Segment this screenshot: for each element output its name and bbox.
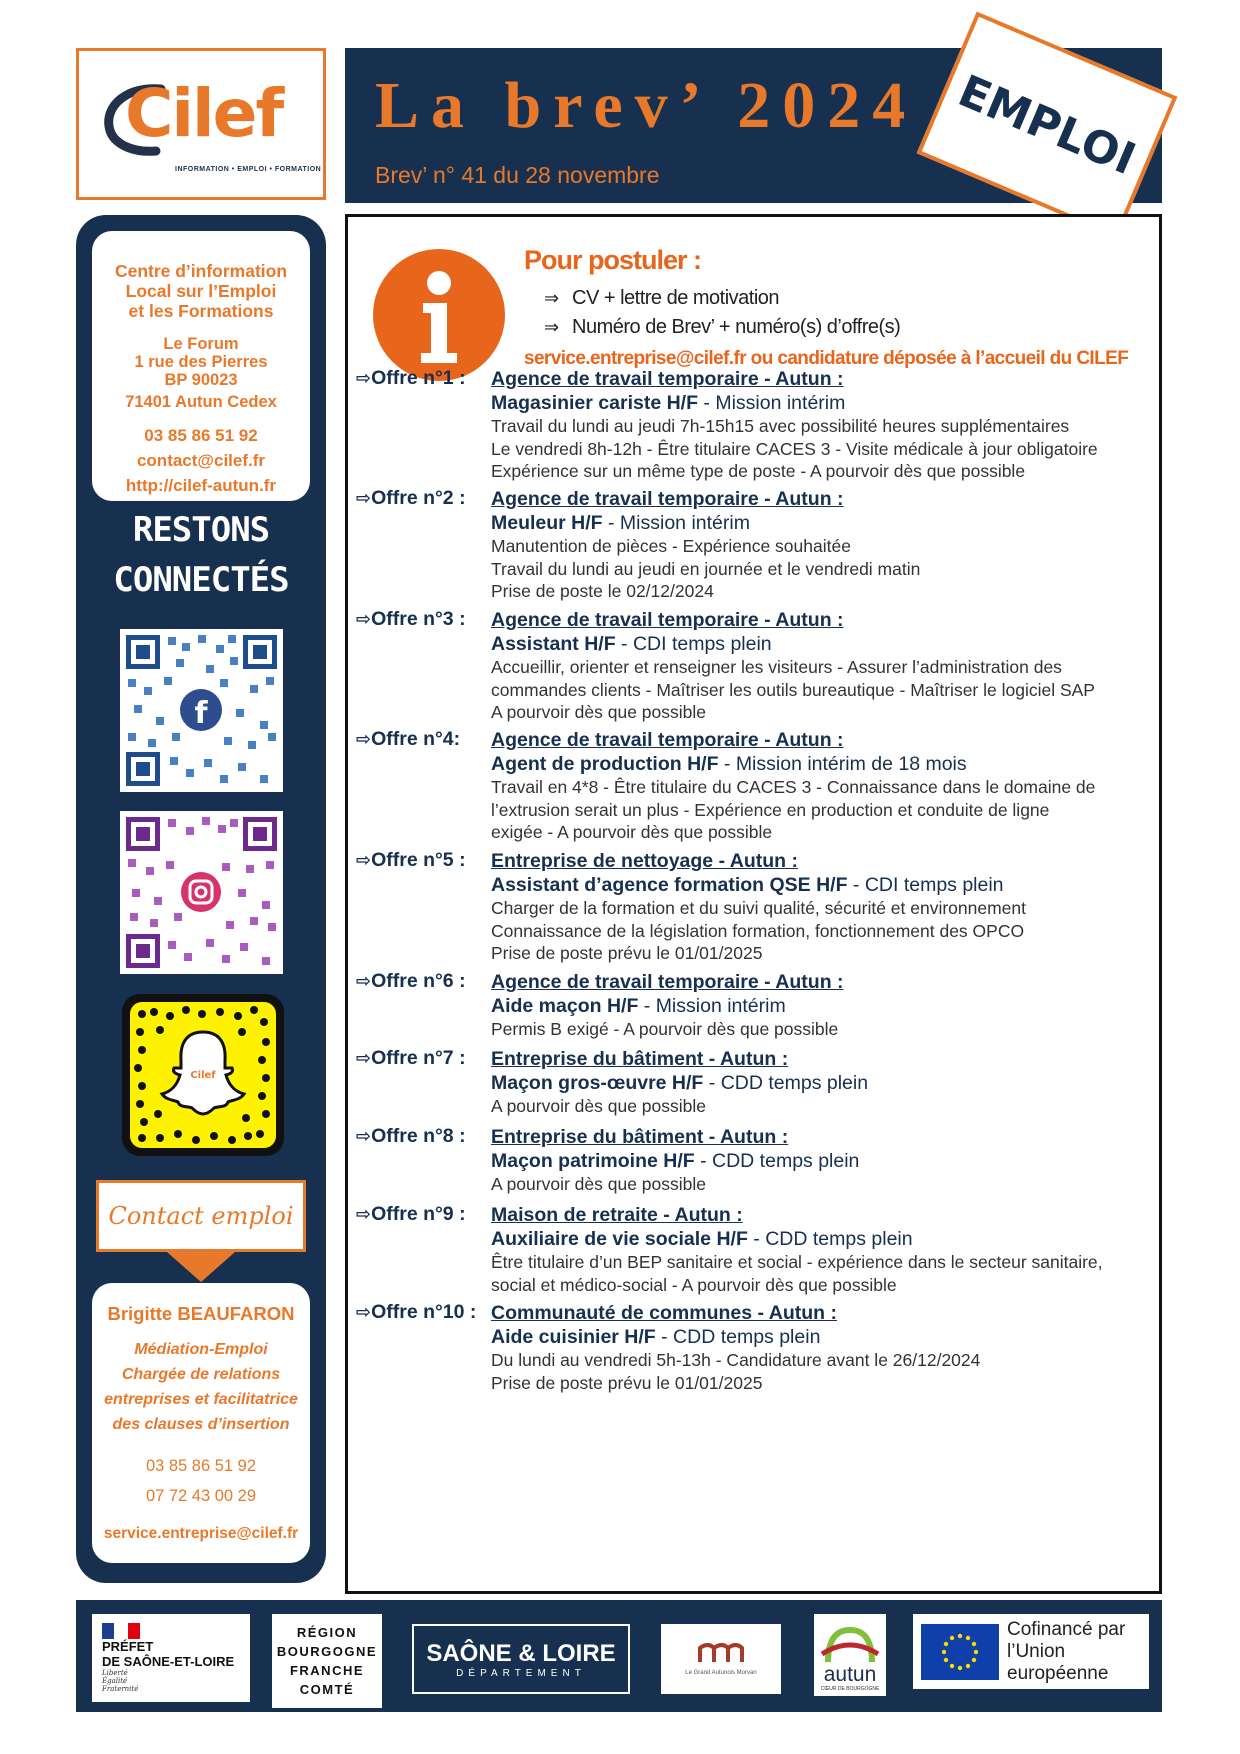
snapchat-code[interactable] xyxy=(122,994,284,1156)
offer-job-title: Maçon patrimoine H/F xyxy=(491,1150,695,1172)
address-line: BP 90023 xyxy=(164,371,238,389)
prefet-motto: Égalité xyxy=(102,1677,128,1685)
offer-detail: A pourvoir dès que possible xyxy=(491,1096,706,1116)
offer-number-label: Offre n°5 : xyxy=(371,849,466,871)
offer-number-label: Offre n°9 : xyxy=(371,1203,466,1225)
offer-number-label: Offre n°8 : xyxy=(371,1125,466,1147)
partners-footer xyxy=(76,1600,1162,1712)
logo-wordmark: Cilef xyxy=(125,75,283,152)
offer-detail: Le vendredi 8h-12h - Être titulaire CACES 3 - Visite médicale à jour obligatoire xyxy=(491,438,1098,459)
offer-employer: Entreprise du bâtiment - Autun : xyxy=(491,1126,789,1148)
address xyxy=(92,335,310,411)
offer-body xyxy=(491,1203,1151,1296)
offer-number-label: Offre n°7 : xyxy=(371,1047,466,1069)
offer-detail: Du lundi au vendredi 5h-13h - Candidature avant le 26/12/2024 xyxy=(491,1350,981,1370)
morvan-icon xyxy=(696,1642,746,1664)
region-line: RÉGION xyxy=(296,1625,358,1640)
offer-job-line xyxy=(491,1149,1151,1173)
apply-item xyxy=(544,316,900,339)
autun-logo-text: autun xyxy=(823,1663,877,1686)
arrow-right-icon: ⇨ xyxy=(356,1048,372,1069)
arrow-right-icon: ⇒ xyxy=(544,317,559,338)
offer-employer: Entreprise du bâtiment - Autun : xyxy=(491,1048,789,1070)
eu-line: l’Union européenne xyxy=(1007,1640,1109,1684)
arrow-right-icon: ⇨ xyxy=(356,729,372,750)
offer-employer: Agence de travail temporaire - Autun : xyxy=(491,729,844,751)
svg-text:f: f xyxy=(194,696,208,731)
apply-item-text: CV + lettre de motivation xyxy=(572,287,780,309)
prefet-logo xyxy=(92,1614,250,1702)
offer-number-label: Offre n°1 : xyxy=(371,367,466,389)
org-line: Local sur l’Emploi xyxy=(125,281,277,301)
offer-number-label: Offre n°2 : xyxy=(371,487,466,509)
region-line: BOURGOGNE xyxy=(276,1644,378,1659)
offer-detail: Prise de poste prévu le 01/01/2025 xyxy=(491,1372,763,1393)
contact-role-line: des clauses d’insertion xyxy=(112,1416,290,1433)
offer-contract: - CDI temps plein xyxy=(615,633,772,655)
offer-detail: Charger de la formation et du suivi qualité, sécurité et environnement xyxy=(491,898,1027,918)
offer-number-label: Offre n°3 : xyxy=(371,608,466,630)
address-city: 71401 Autun Cedex xyxy=(125,393,277,411)
website-link[interactable]: http://cilef-autun.fr xyxy=(125,476,277,495)
contact-phones xyxy=(92,1451,310,1511)
org-line: Centre d’information xyxy=(114,261,288,281)
offer-detail: A pourvoir dès que possible xyxy=(491,702,706,722)
cilef-contacts xyxy=(92,423,310,498)
offer-contract: - Mission intérim xyxy=(602,512,750,534)
offer-job-line xyxy=(491,994,1151,1018)
apply-title: Pour postuler : xyxy=(524,245,702,275)
offer-body xyxy=(491,1125,1151,1196)
offer-detail: Travail du lundi au jeudi en journée et le vendredi matin xyxy=(491,558,921,579)
offer-job-title: Aide cuisinier H/F xyxy=(491,1326,656,1348)
offer-job-title: Agent de production H/F xyxy=(491,753,719,775)
sidebar xyxy=(76,215,326,1583)
offer-body xyxy=(491,487,1151,603)
offer-contract: - CDD temps plein xyxy=(694,1150,860,1172)
apply-item-text: Numéro de Brev’ + numéro(s) d’offre(s) xyxy=(572,316,901,338)
offer-job-line xyxy=(491,1227,1151,1251)
offer-number xyxy=(356,608,466,631)
offer-job-title: Auxiliaire de vie sociale H/F xyxy=(491,1228,748,1250)
offer-job-title: Magasinier cariste H/F xyxy=(491,392,698,414)
contact-name: Brigitte BEAUFARON xyxy=(107,1303,295,1324)
contact-email-link[interactable]: service.entreprise@cilef.fr xyxy=(103,1525,299,1542)
offer-detail: Prise de poste le 02/12/2024 xyxy=(491,581,714,601)
saone-logo-subtext: DÉPARTEMENT xyxy=(456,1667,586,1679)
contact-role-line: Chargée de relations xyxy=(121,1366,281,1383)
offer-body xyxy=(491,970,1151,1041)
contact-emploi-title-box xyxy=(96,1180,306,1252)
restons-heading: RESTONS xyxy=(132,510,270,550)
autun-logo xyxy=(814,1614,886,1696)
offer-body xyxy=(491,849,1151,965)
offer-number-label: Offre n°4: xyxy=(371,728,461,750)
offer-employer: Agence de travail temporaire - Autun : xyxy=(491,368,844,390)
region-bfc-logo xyxy=(272,1614,382,1708)
apply-item xyxy=(544,287,779,310)
offer-detail: Manutention de pièces - Expérience souhaitée xyxy=(491,536,851,556)
cilef-logo xyxy=(76,48,326,200)
offer-body xyxy=(491,1047,1151,1118)
offer-detail: exigée - A pourvoir dès que possible xyxy=(491,822,773,842)
offer-detail: Prise de poste prévu le 01/01/2025 xyxy=(491,943,763,963)
snapchat-icon xyxy=(130,1002,276,1148)
grand-autunois-morvan-logo xyxy=(661,1624,781,1694)
contact-phone[interactable]: 03 85 86 51 92 xyxy=(145,1457,257,1475)
issue-subtitle: Brev’ n° 41 du 28 novembre xyxy=(375,162,660,188)
emploi-stamp xyxy=(917,12,1178,239)
phone-number[interactable]: 03 85 86 51 92 xyxy=(144,426,258,445)
eu-line: Cofinancé par xyxy=(1007,1618,1126,1640)
autun-logo-subtext: CŒUR DE BOURGOGNE xyxy=(820,1686,880,1692)
instagram-qr-code[interactable] xyxy=(120,811,283,974)
offer-job-title: Maçon gros-œuvre H/F xyxy=(491,1072,704,1094)
offer-job-title: Aide maçon H/F xyxy=(491,995,639,1017)
offer-body xyxy=(491,1301,1151,1394)
offer-contract: - CDD temps plein xyxy=(655,1326,821,1348)
offer-number xyxy=(356,1301,476,1324)
offer-number xyxy=(356,1047,466,1070)
org-name xyxy=(92,261,310,321)
offer-contract: - CDD temps plein xyxy=(703,1072,869,1094)
emploi-stamp-label: EMPLOI xyxy=(951,65,1143,185)
offer-detail: Connaissance de la législation formation, fonctionnement des OPCO xyxy=(491,920,1025,941)
contact-role xyxy=(92,1337,310,1437)
offer-number xyxy=(356,970,466,993)
saone-et-loire-logo xyxy=(412,1624,630,1694)
instagram-icon xyxy=(181,872,221,912)
offer-job-line xyxy=(491,632,1151,656)
region-line: COMTÉ xyxy=(299,1682,355,1697)
arrow-right-icon: ⇨ xyxy=(356,850,372,871)
eu-cofinance-logo xyxy=(913,1614,1149,1689)
marianne-icon xyxy=(102,1623,140,1639)
offer-number-label: Offre n°10 : xyxy=(371,1301,477,1323)
offer-contract: - Mission intérim xyxy=(638,995,786,1017)
eu-flag-icon xyxy=(921,1624,999,1680)
contact-phone[interactable]: 07 72 43 00 29 xyxy=(145,1487,257,1505)
arrow-right-icon: ⇨ xyxy=(356,971,372,992)
contact-emploi-card xyxy=(92,1283,310,1563)
offer-contract: - CDD temps plein xyxy=(747,1228,913,1250)
offer-number xyxy=(356,487,466,510)
offer-employer: Entreprise de nettoyage - Autun : xyxy=(491,850,798,872)
offer-detail: commandes clients - Maîtriser les outils bureautique - Maîtriser le logiciel SAP xyxy=(491,679,1095,700)
arrow-right-icon: ⇨ xyxy=(356,1302,372,1323)
prefet-motto: Fraternité xyxy=(102,1685,139,1693)
autun-arch-icon xyxy=(820,1624,880,1664)
svg-text:Cilef: Cilef xyxy=(190,1070,216,1081)
contact-role-line: Médiation-Emploi xyxy=(134,1341,268,1358)
offer-employer: Communauté de communes - Autun : xyxy=(491,1302,837,1324)
offer-contract: - CDI temps plein xyxy=(847,874,1004,896)
arrow-right-icon: ⇒ xyxy=(544,288,559,309)
offer-detail: Travail du lundi au jeudi 7h-15h15 avec possibilité heures supplémentaires xyxy=(491,416,1070,436)
facebook-qr-code[interactable] xyxy=(120,629,283,792)
apply-contact[interactable]: service.entreprise@cilef.fr ou candidature déposée à l’accueil du CILEF xyxy=(524,348,1129,369)
offer-job-line xyxy=(491,873,1151,897)
offer-detail: Travail en 4*8 - Être titulaire du CACES 3 - Connaissance dans le domaine de xyxy=(491,777,1096,797)
prefet-motto: Liberté xyxy=(102,1669,128,1677)
offer-number xyxy=(356,1125,466,1148)
address-line: Le Forum xyxy=(163,335,239,353)
connectes-heading: CONNECTÉS xyxy=(113,560,289,600)
logo-tagline: INFORMATION • EMPLOI • FORMATION xyxy=(175,166,322,173)
offer-body xyxy=(491,728,1151,844)
offer-employer: Maison de retraite - Autun : xyxy=(491,1204,743,1226)
arrow-right-icon: ⇨ xyxy=(356,1204,372,1225)
arrow-right-icon: ⇨ xyxy=(356,1126,372,1147)
offer-detail: Être titulaire d’un BEP sanitaire et social - expérience dans le secteur sanitaire, xyxy=(491,1252,1103,1272)
arrow-down-icon xyxy=(167,1252,235,1282)
offer-job-line xyxy=(491,1071,1151,1095)
offer-detail: social et médico-social - A pourvoir dès que possible xyxy=(491,1274,897,1295)
offer-job-title: Meuleur H/F xyxy=(491,512,603,534)
email-link[interactable]: contact@cilef.fr xyxy=(136,451,266,470)
offer-number xyxy=(356,849,466,872)
prefet-line: PRÉFET xyxy=(102,1639,154,1654)
offers-panel xyxy=(345,214,1162,1594)
offer-contract: - Mission intérim de 18 mois xyxy=(718,753,967,775)
offer-number xyxy=(356,367,466,390)
offer-job-title: Assistant d’agence formation QSE H/F xyxy=(491,874,848,896)
prefet-line: DE SAÔNE-ET-LOIRE xyxy=(102,1654,235,1669)
offer-job-title: Assistant H/F xyxy=(491,633,616,655)
offer-body xyxy=(491,367,1151,483)
morvan-logo-text: Le Grand Autunois Morvan xyxy=(685,1670,757,1676)
offer-body xyxy=(491,608,1151,724)
offer-employer: Agence de travail temporaire - Autun : xyxy=(491,488,844,510)
region-line: FRANCHE xyxy=(289,1663,365,1678)
offer-number-label: Offre n°6 : xyxy=(371,970,466,992)
arrow-right-icon: ⇨ xyxy=(356,609,372,630)
page-title: La brev’ 2024 xyxy=(375,69,918,142)
cilef-contact-card xyxy=(92,231,310,501)
offer-job-line xyxy=(491,752,1151,776)
eu-cofinance-text xyxy=(1007,1619,1149,1685)
offer-detail: Permis B exigé - A pourvoir dès que possible xyxy=(491,1019,839,1039)
offer-employer: Agence de travail temporaire - Autun : xyxy=(491,971,844,993)
offer-detail: A pourvoir dès que possible xyxy=(491,1174,706,1194)
offer-number xyxy=(356,728,460,751)
address-line: 1 rue des Pierres xyxy=(134,353,268,371)
info-icon xyxy=(373,249,505,381)
offer-job-line xyxy=(491,391,1151,415)
saone-logo-text: SAÔNE & LOIRE xyxy=(426,1639,616,1667)
offer-detail: l’extrusion serait un plus - Expérience en production et conduite de ligne xyxy=(491,799,1050,820)
offer-employer: Agence de travail temporaire - Autun : xyxy=(491,609,844,631)
offer-job-line xyxy=(491,511,1151,535)
offer-detail: Expérience sur un même type de poste - A pourvoir dès que possible xyxy=(491,461,1026,481)
contact-emploi-title: Contact emploi xyxy=(108,1202,294,1230)
contact-role-line: entreprises et facilitatrice xyxy=(104,1391,298,1408)
org-line: et les Formations xyxy=(128,301,274,321)
offer-detail: Accueillir, orienter et renseigner les visiteurs - Assurer l’administration des xyxy=(491,657,1062,677)
snapchat-code-field xyxy=(130,1002,276,1148)
offer-contract: - Mission intérim xyxy=(698,392,846,414)
offer-number xyxy=(356,1203,466,1226)
arrow-right-icon: ⇨ xyxy=(356,488,372,509)
offer-job-line xyxy=(491,1325,1151,1349)
arrow-right-icon: ⇨ xyxy=(356,368,372,389)
